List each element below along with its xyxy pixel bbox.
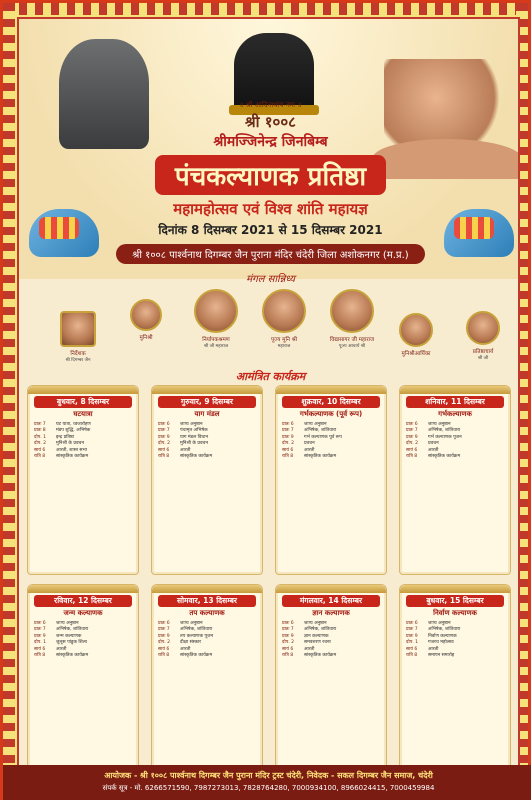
saint-card (451, 311, 515, 361)
schedule-day-card (275, 385, 387, 575)
day-date: बुधवार, 8 दिसम्बर (34, 396, 132, 408)
saint-card (115, 299, 177, 341)
item-desc: तप कल्याणक पूजन (180, 633, 214, 639)
schedule-list (152, 419, 262, 463)
item-time: दोप. 2 (282, 441, 295, 447)
item-time: प्रातः 6 (34, 621, 46, 626)
om-line: ॥ श्री आदिनाथाय नमः ॥ (239, 101, 302, 109)
saint-name: प्रतिष्ठाचार्य (472, 349, 494, 355)
item-desc: आरती (304, 447, 315, 453)
item-desc: इन्द्र प्रतिष्ठा (56, 434, 74, 440)
item-time: प्रातः 7 (282, 627, 294, 633)
item-desc: अभिषेक, शांतिधारा (56, 627, 89, 633)
kalyanak-name: जन्म कल्याणक (63, 609, 103, 617)
item-desc: सांस्कृतिक कार्यक्रम (304, 653, 337, 659)
saint-photo (262, 289, 306, 333)
item-desc: गजरथ महोत्सव (428, 640, 454, 646)
schedule-day-card (399, 385, 511, 575)
saint-subtitle: श्री जी (477, 356, 489, 361)
item-desc: जाप्य अनुष्ठान (428, 422, 451, 427)
item-desc: जाप्य अनुष्ठान (428, 621, 451, 626)
item-desc: प्रवचन (304, 441, 315, 447)
item-time: सायं 6 (406, 646, 418, 652)
item-desc: गर्भ कल्याणक पूजन (428, 434, 462, 440)
item-time: प्रातः 9 (158, 434, 170, 440)
item-time: प्रातः 6 (282, 621, 294, 626)
item-time: दोप. 2 (282, 640, 295, 646)
day-date: गुरुवार, 9 दिसम्बर (158, 396, 256, 408)
schedule-list (28, 419, 138, 463)
saint-photo (399, 313, 433, 347)
item-time: दोप. 2 (406, 441, 419, 447)
item-desc: अभिषेक, शांतिधारा (428, 627, 461, 633)
item-time: दोप. 2 (158, 640, 171, 646)
item-desc: मुनिश्री के प्रवचन (180, 441, 209, 447)
event-dates: दिनांक 8 दिसम्बर 2021 से 15 दिसम्बर 2021 (158, 223, 383, 237)
contact-line: संपर्क सूत्र - मो. 6266571590, 7987273013, 7828764280, 7000934100, 8966024415, 7000459984 (102, 784, 435, 792)
saint-card (384, 313, 448, 357)
item-desc: जाप्य अनुष्ठान (180, 621, 203, 626)
item-time: दोप. 1 (34, 640, 47, 646)
schedule-item (158, 653, 256, 659)
scroll-top-roll (276, 386, 386, 394)
item-time: रात्रि 8 (34, 653, 46, 659)
item-desc: जन्म कल्याणक (56, 633, 82, 639)
item-desc: आरती (56, 646, 67, 652)
item-desc: आरती (304, 646, 315, 652)
item-desc: जाप्य अनुष्ठान (180, 422, 203, 427)
kalyanak-name: याग मंडल (194, 410, 220, 418)
saint-name: मुनिश्री (139, 335, 153, 341)
item-desc: अभिषेक, शांतिधारा (304, 428, 337, 434)
item-desc: याग मंडल विधान (180, 434, 208, 440)
title-block (19, 101, 520, 264)
item-desc: मुनिश्री के प्रवचन (56, 441, 85, 447)
item-time: रात्रि 8 (34, 454, 46, 460)
item-desc: गर्भ कल्याणक पूर्व रूप (304, 434, 342, 440)
schedule-row-2 (27, 584, 514, 777)
item-time: प्रातः 9 (158, 633, 170, 639)
schedule-day-card (399, 584, 511, 777)
scroll-top-roll (400, 386, 510, 394)
item-desc: मंडप शुद्धि, अभिषेक (56, 428, 91, 434)
schedule-list (28, 618, 138, 662)
item-time: प्रातः 6 (158, 621, 170, 626)
item-desc: जाप्य अनुष्ठान (56, 621, 79, 626)
item-time: रात्रि 8 (282, 653, 294, 659)
saint-name: निर्देशक (70, 351, 86, 357)
saint-photo (466, 311, 500, 345)
item-desc: सांस्कृतिक कार्यक्रम (56, 454, 89, 460)
scroll-top-roll (152, 386, 262, 394)
day-date: रविवार, 12 दिसम्बर (34, 595, 132, 607)
item-desc: सांस्कृतिक कार्यक्रम (428, 454, 461, 460)
item-desc: जाप्य अनुष्ठान (304, 621, 327, 626)
item-time: सायं 6 (34, 447, 46, 453)
item-time: रात्रि 8 (158, 653, 170, 659)
item-time: सायं 6 (282, 646, 294, 652)
shri-1008: श्री १००८ (245, 113, 296, 131)
scroll-top-roll (28, 386, 138, 394)
schedule-item (34, 454, 132, 460)
item-desc: जाप्य अनुष्ठान (304, 422, 327, 427)
day-date: शुक्रवार, 10 दिसम्बर (282, 396, 380, 408)
item-desc: समापन समारोह (428, 653, 455, 659)
item-time: प्रातः 6 (406, 621, 418, 626)
day-date: शनिवार, 11 दिसम्बर (406, 396, 504, 408)
item-time: प्रातः 7 (406, 428, 418, 434)
item-desc: आरती (180, 646, 191, 652)
item-desc: सांस्कृतिक कार्यक्रम (180, 454, 213, 460)
item-desc: आरती (428, 447, 439, 453)
kalyanak-name: गर्भकल्याणक (438, 410, 472, 418)
jinbimb-line: श्रीमज्जिनेन्द्र जिनबिम्ब (213, 134, 328, 150)
item-desc: आरती, शास्त्र सभा (56, 447, 87, 453)
poster-body (17, 17, 520, 777)
day-date: सोमवार, 13 दिसम्बर (158, 595, 256, 607)
schedule-day-card (275, 584, 387, 777)
item-time: सायं 6 (406, 447, 418, 453)
item-desc: प्रवचन (428, 441, 439, 447)
saint-card (247, 289, 321, 349)
item-time: प्रातः 7 (158, 627, 170, 633)
schedule-day-card (27, 385, 139, 575)
item-time: दोप. 2 (158, 441, 171, 447)
item-desc: ज्ञान कल्याणक (304, 633, 329, 639)
saint-subtitle: पूज्य आचार्य श्री (338, 344, 366, 349)
item-time: प्रातः 9 (282, 633, 294, 639)
item-time: प्रातः 9 (406, 633, 418, 639)
top-border-decoration (3, 3, 528, 15)
item-time: दोप. 1 (406, 640, 419, 646)
item-time: प्रातः 7 (282, 428, 294, 434)
schedule-item (406, 454, 504, 460)
saint-subtitle: श्री जी महाराज (203, 344, 229, 349)
schedule-item (282, 454, 380, 460)
day-date: बुधवार, 15 दिसम्बर (406, 595, 504, 607)
item-desc: पंचामृत अभिषेक (180, 428, 208, 434)
item-time: सायं 6 (34, 646, 46, 652)
item-time: सायं 6 (158, 447, 170, 453)
schedule-list (152, 618, 262, 662)
item-desc: सांस्कृतिक कार्यक्रम (56, 653, 89, 659)
mahotsav-line: महामहोत्सव एवं विश्व शांति महायज्ञ (173, 200, 368, 218)
item-desc: आरती (428, 646, 439, 652)
item-desc: जुलूस पांडुक शिला (56, 640, 87, 646)
schedule-item (34, 653, 132, 659)
item-desc: अभिषेक, शांतिधारा (180, 627, 213, 633)
item-time: दोप. 1 (34, 434, 47, 440)
mangal-sannidhya-heading: मंगल सान्निध्य (246, 274, 295, 285)
saint-card (315, 289, 389, 349)
schedule-list (400, 419, 510, 463)
schedule-row-1 (27, 385, 514, 575)
item-time: रात्रि 8 (282, 454, 294, 460)
item-desc: घट यात्रा, ध्वजारोहण (56, 422, 91, 427)
item-time: प्रातः 6 (406, 422, 418, 427)
saint-subtitle: श्री दिगम्बर जैन (65, 358, 91, 363)
saint-name: मुनिश्रीआर्यिका (401, 351, 431, 357)
saint-card (45, 311, 111, 363)
item-time: प्रातः 7 (158, 428, 170, 434)
footer (3, 765, 531, 800)
schedule-item (282, 653, 380, 659)
saint-photo (330, 289, 374, 333)
kalyanak-name: तप कल्याणक (189, 609, 225, 617)
schedule-day-card (27, 584, 139, 777)
item-time: प्रातः 9 (34, 633, 46, 639)
scroll-top-roll (276, 585, 386, 593)
left-border-decoration (3, 3, 15, 797)
saint-name: विद्यासागर जी महाराज (329, 337, 375, 343)
item-time: प्रातः 9 (282, 434, 294, 440)
scroll-top-roll (152, 585, 262, 593)
item-time: प्रातः 8 (34, 428, 46, 434)
item-time: प्रातः 7 (406, 627, 418, 633)
saints-row (19, 281, 520, 367)
saint-photo (130, 299, 162, 331)
schedule-day-card (151, 584, 263, 777)
item-time: प्रातः 7 (34, 627, 46, 633)
kalyanak-name: घटयात्रा (73, 410, 93, 418)
item-time: प्रातः 9 (406, 434, 418, 440)
scroll-top-roll (400, 585, 510, 593)
saint-photo (194, 289, 238, 333)
schedule-item (158, 454, 256, 460)
item-time: रात्रि 8 (158, 454, 170, 460)
kalyanak-name: गर्भकल्याणक (पूर्व रूप) (299, 410, 363, 418)
schedule-day-card (151, 385, 263, 575)
item-desc: सांस्कृतिक कार्यक्रम (180, 653, 213, 659)
item-time: रात्रि 8 (406, 454, 418, 460)
item-time: दोप. 2 (34, 441, 47, 447)
item-desc: आरती (180, 447, 191, 453)
schedule-item (406, 653, 504, 659)
venue-bar: श्री १००८ पार्श्वनाथ दिगम्बर जैन पुराना मंदिर चंदेरी जिला अशोकनगर (म.प्र.) (116, 244, 424, 264)
item-time: प्रातः 6 (158, 422, 170, 427)
schedule-list (276, 618, 386, 662)
scroll-top-roll (28, 585, 138, 593)
header (19, 19, 520, 279)
organizer-line: आयोजक - श्री १००८ पार्श्वनाथ दिगम्बर जैन पुराना मंदिर ट्रस्ट चंदेरी, निवेदक - सकल दिगम्बर जैन समाज, चंदेरी (104, 771, 433, 780)
item-time: रात्रि 8 (406, 653, 418, 659)
item-time: प्रातः 7 (34, 422, 46, 427)
item-desc: निर्वाण कल्याणक (428, 633, 457, 639)
schedule-list (276, 419, 386, 463)
saint-name: निर्यापकश्रमण (202, 337, 230, 343)
saint-card (179, 289, 253, 349)
item-desc: सांस्कृतिक कार्यक्रम (304, 454, 337, 460)
saint-photo (60, 311, 96, 347)
saint-subtitle: महाराज (277, 344, 291, 349)
saint-name: पूज्य मुनि श्री (270, 337, 298, 343)
item-time: सायं 6 (158, 646, 170, 652)
main-title: पंचकल्याणक प्रतिष्ठा (155, 155, 386, 195)
kalyanak-name: ज्ञान कल्याणक (312, 609, 350, 617)
item-desc: अभिषेक, शांतिधारा (428, 428, 461, 434)
item-desc: अभिषेक, शांतिधारा (304, 627, 337, 633)
day-date: मंगलवार, 14 दिसम्बर (282, 595, 380, 607)
item-time: सायं 6 (282, 447, 294, 453)
item-desc: समवशरण रचना (304, 640, 331, 646)
kalyanak-name: निर्वाण कल्याणक (433, 609, 477, 617)
program-heading: आमंत्रित कार्यक्रम (235, 370, 306, 383)
schedule-list (400, 618, 510, 662)
item-desc: दीक्षा संस्कार (180, 640, 202, 646)
item-time: प्रातः 6 (282, 422, 294, 427)
